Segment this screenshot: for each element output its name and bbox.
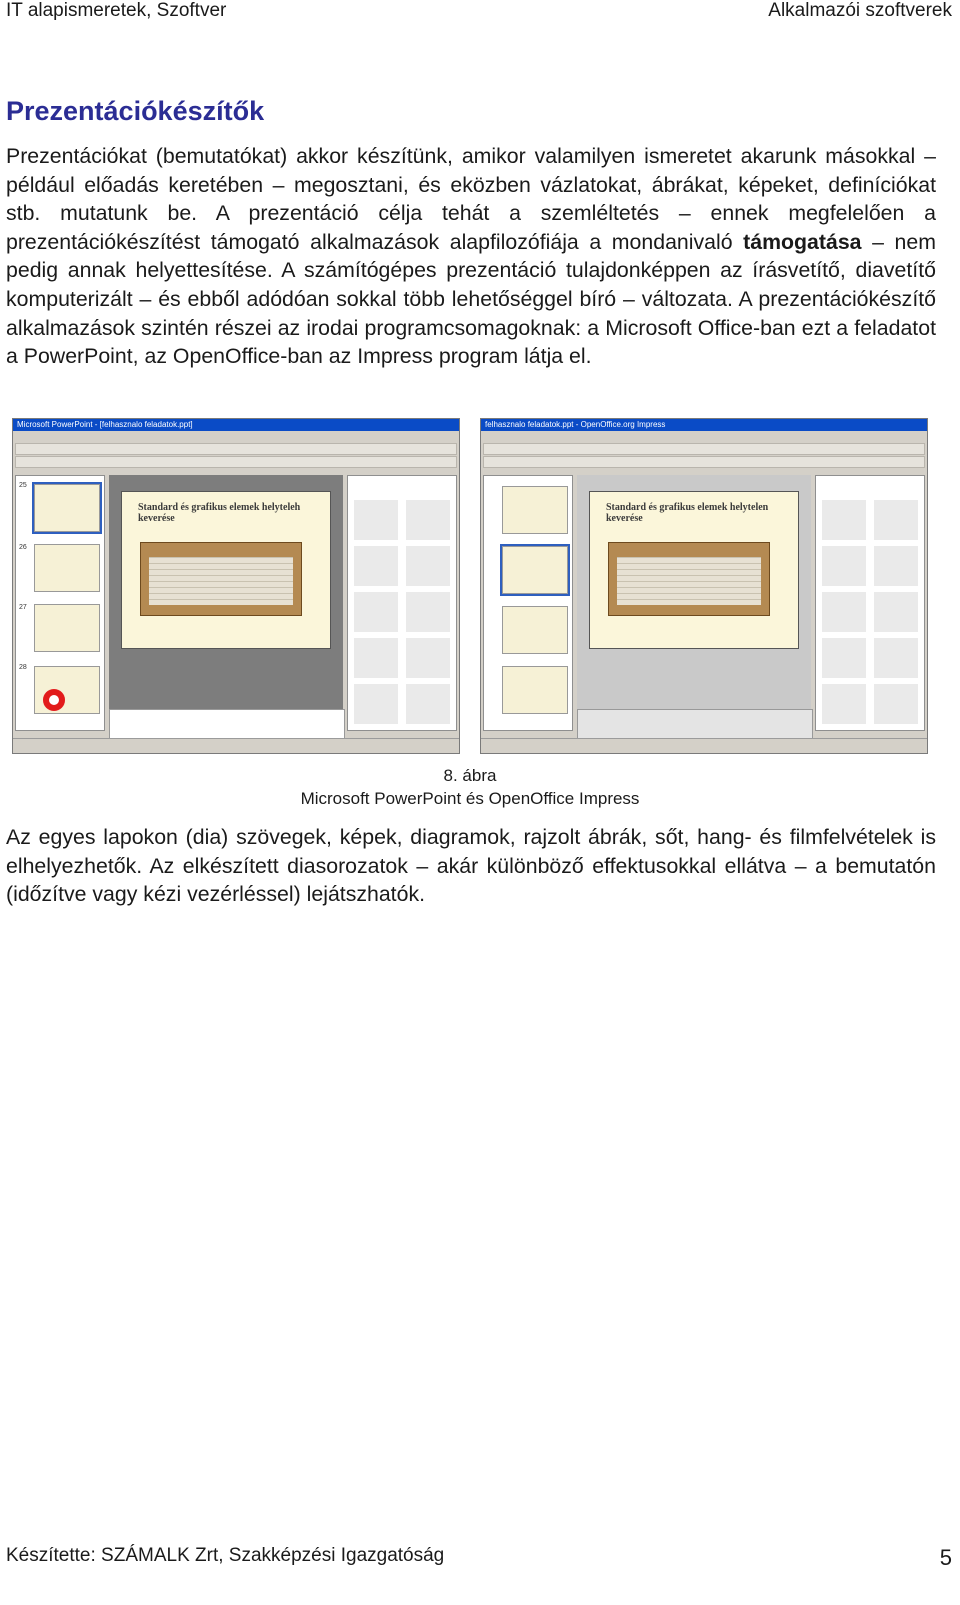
ppt-layout-grid	[354, 500, 450, 724]
impress-toolbar	[483, 443, 925, 455]
page-number: 5	[939, 1545, 952, 1570]
paragraph-1-bold: támogatása	[743, 229, 862, 254]
impress-statusbar	[481, 738, 927, 753]
ppt-menubar	[13, 431, 459, 442]
page-header	[6, 0, 952, 24]
ppt-thumb-number: 26	[19, 544, 27, 551]
paragraph-1-text-b: – nem pedig annak helyettesítése. A számítógépes prezentáció tulajdonképpen az írásvetítő, diavetítő komputerizált – és ebből adódóan sokkal több lehetőséggel bíró – változata. A prezentációkészítő alkalmazások szintén részei az irodai programcsomagoknak: a Microsoft Office-ban ezt a feladatot a PowerPoint, az OpenOffice-ban az Impress program látja el.	[6, 229, 936, 369]
figure-caption: Microsoft PowerPoint és OpenOffice Impress	[300, 789, 640, 808]
body-paragraph-2: Az egyes lapokon (dia) szövegek, képek, diagramok, rajzolt ábrák, sőt, hang- és filmfelvételek is elhelyezhetők. Az elkészített diasorozatok – akár különböző effektusokkal ellátva – a bemutatón (időzítve vagy kézi vezérléssel) lejátszhatók.	[6, 825, 936, 907]
impress-layout-task-pane	[815, 475, 925, 731]
red-record-icon	[43, 689, 65, 711]
ppt-slide	[121, 491, 331, 649]
impress-thumb	[502, 486, 568, 534]
impress-menubar	[481, 431, 927, 442]
header-right: Alkalmazói szoftverek	[768, 0, 952, 21]
ppt-thumb-number: 28	[19, 664, 27, 671]
impress-slide	[589, 491, 799, 649]
page-footer	[6, 1545, 952, 1570]
figure-number: 8. ábra	[443, 766, 497, 785]
impress-screenshot	[480, 418, 928, 754]
ppt-thumb	[34, 666, 100, 714]
ppt-slide-image	[140, 542, 302, 616]
ppt-thumb-number: 25	[19, 482, 27, 489]
ppt-thumb	[34, 604, 100, 652]
footer-author: Készítette: SZÁMALK Zrt, Szakképzési Igazgatóság	[6, 1545, 445, 1566]
ppt-thumb	[34, 544, 100, 592]
header-left: IT alapismeretek, Szoftver	[6, 0, 227, 21]
impress-slide-image	[608, 542, 770, 616]
ppt-format-toolbar	[15, 456, 457, 468]
body-paragraph-1	[6, 142, 936, 371]
ppt-titlebar: Microsoft PowerPoint - [felhasznalo feladatok.ppt]	[13, 419, 459, 431]
impress-slide-area	[577, 475, 811, 709]
impress-thumb	[502, 546, 568, 594]
ppt-toolbar	[15, 443, 457, 455]
impress-layout-grid	[822, 500, 918, 724]
impress-slide-list	[483, 475, 573, 731]
impress-thumb	[502, 606, 568, 654]
ppt-slide-area	[109, 475, 343, 709]
section-title: Prezentációkészítők	[6, 96, 265, 126]
figure-screenshots	[12, 418, 928, 754]
ppt-slide-title: Standard és grafikus elemek helyteleh keverése	[138, 502, 301, 524]
impress-titlebar: felhasznalo feladatok.ppt - OpenOffice.org Impress	[481, 419, 927, 431]
paragraph-1-text-a: Prezentációkat (bemutatókat) akkor készítünk, amikor valamilyen ismeretet akarunk másokkal – például előadás keretében – megosztani, és eközben vázlatokat, ábrákat, képeket, definíciókat stb. mutatunk be. A prezentáció célja tehát a szemléltetés – ennek megfelelően a prezentációkészítést támogató alkalmazások alapfilozófiája a mondanivaló	[6, 144, 936, 254]
ppt-statusbar	[13, 738, 459, 753]
ppt-layout-task-pane	[347, 475, 457, 731]
powerpoint-screenshot	[12, 418, 460, 754]
ppt-thumb-number: 27	[19, 604, 27, 611]
ppt-thumb	[34, 484, 100, 532]
impress-format-toolbar	[483, 456, 925, 468]
impress-thumb	[502, 666, 568, 714]
impress-slide-title: Standard és grafikus elemek helytelen keverése	[606, 502, 769, 524]
